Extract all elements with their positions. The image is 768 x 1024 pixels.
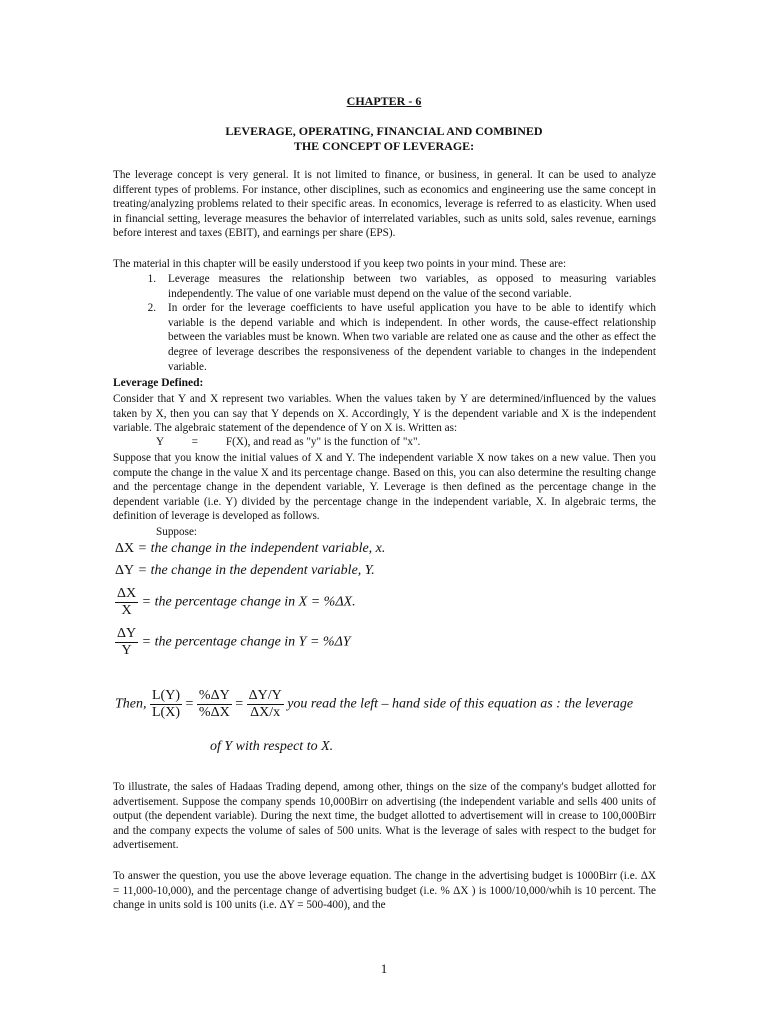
equation-delta-y [115,563,375,579]
section-title: THE CONCEPT OF LEVERAGE: [293,139,475,153]
paragraph-derivation: Suppose that you know the initial values of X and Y. The independent variable X now takes on a new value. Then you compute the change in the value X and its percentage change. Based on this, you can also determine the resulting change and the percentage change in the dependent variable, Y. Leverage is then defined as the percentage change in the dependent variable (i.e. Y) divided by the percentage change in the independent variable, X. In algebraic terms, the definition of leverage is developed as follows. [113,452,656,523]
equation-percent-y [115,626,351,659]
equation-text: = the percentage change in Y = %ΔY [141,634,351,650]
fraction-numerator: L(Y) [152,688,180,703]
fraction [115,586,138,619]
leverage-equation: Then, $\frac{L(Y)}{L(X)}$ = $\frac{\%\Delta Y}{\%\Delta X}$ = $\frac{\Delta Y/Y}{\Delta X/x}$ you read the left – hand side of this equation as : the leverage [115,688,634,720]
points-list [113,272,656,374]
paragraph-definition: Consider that Y and X represent two variables. When the values taken by Y are determined/influenced by the values taken by X, then you can say that Y depends on X. Accordingly, Y is the dependent variable and X is the independent variable. The algebraic statement of the dependence of Y on X is. Written as: [113,393,656,435]
list-item-number: 1. [147,273,156,285]
fraction [150,688,182,721]
equation-percent-x [115,586,356,619]
leverage-defined-heading: Leverage Defined: [113,377,204,389]
page-number: 1 [380,961,388,976]
fraction-denominator: L(X) [152,705,180,720]
paragraph-illustration: To illustrate, the sales of Hadaas Trading depend, among other, things on the size of the company's budget allotted for advertisement. Suppose the company spends 10,000Birr on advertising (the independent variable and sells 400 units of output (the dependent variable). During the next time, the budget allotted to advertisement will in crease to 100,000Birr and the company expects the volume of sales of 500 units. What is the leverage of sales with respect to the budget for advertisement. [113,781,656,852]
fraction-numerator: ΔX [117,586,137,601]
fraction [115,626,138,659]
equation-text: you read the left – hand side of this equation as : the leverage [287,696,634,712]
fraction-numerator: ΔY [117,626,137,641]
paragraph-answer: To answer the question, you use the above leverage equation. The change in the advertising budget is 1000Birr (i.e. ΔX = 11,000-10,000), and the percentage change of advertising budget (i.e. % ΔX ) is 1000/10,000/whih is 10 percent. The change in units sold is 100 units (i.e. ΔY = 500-400), and the [113,870,656,912]
equation-continuation: of Y with respect to X. [210,739,334,754]
equation-text: = the change in the dependent variable, Y. [137,563,375,578]
paragraph-points: The material in this chapter will be easily understood if you keep two points in your mind. These are: [113,258,567,270]
equation-delta-x [115,541,385,557]
fraction-denominator: Y [121,643,132,658]
then-label: Then, [115,696,147,712]
chapter-heading: CHAPTER - 6 [346,94,422,108]
list-item-text: In order for the leverage coefficients to have useful application you have to be able to identify which variable is the depend variable and which is independent. In other words, the cause-effect relationship between the variables must be known. When two variable are related one as cause and the other as effect the degree of leverage describes the responsiveness of the dependent variable to changes in the independent variable. [168,302,656,373]
equation-text: = the percentage change in X = %ΔX. [141,594,356,610]
equation-text: = the change in the independent variable, x. [137,541,386,556]
function-statement: Y = F(X), and read as "y" is the function of "x". [156,436,421,448]
suppose-label: Suppose: [156,526,198,538]
fraction-denominator: X [121,603,132,618]
list-item-number: 2. [147,302,156,315]
delta-y-symbol: ΔY [115,563,135,578]
fraction [247,688,284,721]
fraction-numerator: %ΔY [198,688,230,703]
list-item [113,272,656,301]
list-item-text: Leverage measures the relationship between two variables, as opposed to measuring variables independently. The value of one variable must depend on the value of the second variable. [168,273,656,300]
fraction-numerator: ΔY/Y [248,688,282,703]
chapter-title: LEVERAGE, OPERATING, FINANCIAL AND COMBINED [225,124,543,138]
fraction [197,688,232,721]
fraction-denominator: %ΔX [198,705,230,720]
delta-x-symbol: ΔX [115,541,135,556]
fraction-denominator: ΔX/x [250,705,281,720]
list-item [113,301,656,374]
paragraph-intro: The leverage concept is very general. It is not limited to finance, or business, in general. It can be used to analyze different types of problems. For instance, other disciplines, such as economics and engineering use the same concept in treating/analyzing problems related to their specific areas. In economics, leverage is referred to as elasticity. When used in financial setting, leverage measures the behavior of interrelated variables, such as units sold, sales revenue, earnings before interest and taxes (EBIT), and earnings per share (EPS). [113,169,656,240]
